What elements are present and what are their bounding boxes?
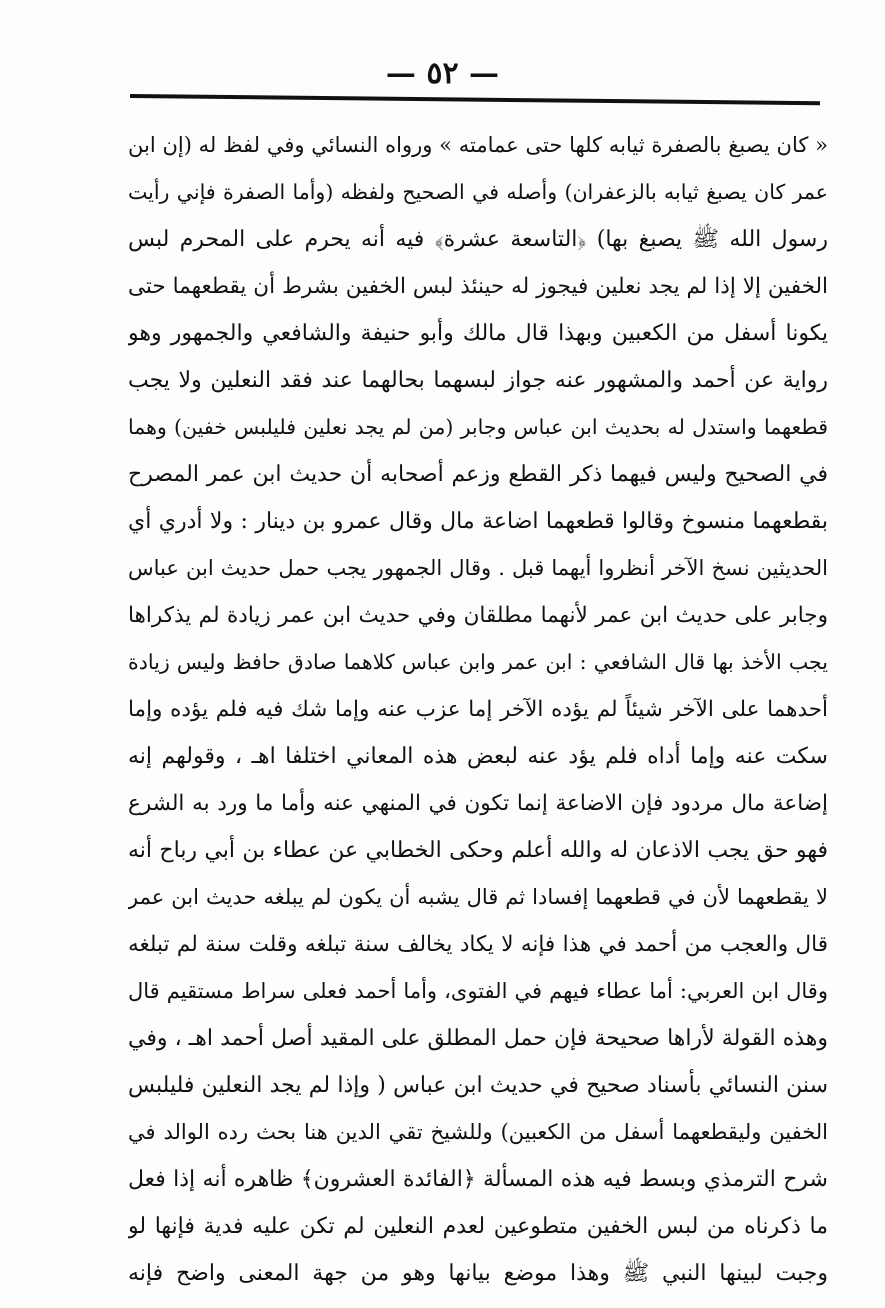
text-line: ما ذكرناه من لبس الخفين متطوعين لعدم النعلين لم تكن عليه فدية فإنها لو <box>128 1214 828 1239</box>
text-line: عمر كان يصبغ ثيابه بالزعفران) وأصله في الصحيح ولفظه (وأما الصفرة فإني رأيت <box>128 180 828 204</box>
text-line: « كان يصبغ بالصفرة ثيابه كلها حتى عمامته » ورواه النسائي وفي لفظ له (إن ابن <box>128 133 828 157</box>
header-rule <box>130 94 820 105</box>
text-line: بقطعهما منسوخ وقالوا قطعهما اضاعة مال وقال عمرو بن دينار : ولا أدري أي <box>128 509 828 534</box>
text-line: إضاعة مال مردود فإن الاضاعة إنما تكون في المنهي عنه وأما ما ورد به الشرع <box>128 791 828 816</box>
text-line: الحديثين نسخ الآخر أنظروا أيهما قبل . وقال الجمهور يجب حمل حديث ابن عباس <box>128 556 828 580</box>
text-line: الخفين وليقطعهما أسفل من الكعبين) وللشيخ تقي الدين هنا بحث رده الوالد في <box>128 1120 828 1144</box>
text-line: رسول الله ﷺ يصبغ بها) ﴿التاسعة عشرة﴾ فيه أنه يحرم على المحرم لبس <box>128 227 828 252</box>
text-line: رواية عن أحمد والمشهور عنه جواز لبسهما بحالهما عند فقد النعلين ولا يجب <box>128 368 828 393</box>
body-text <box>128 122 828 1297</box>
text-line: وجبت لبينها النبي ﷺ وهذا موضع بيانها وهو من جهة المعنى واضح فإنه <box>128 1261 828 1286</box>
text-line: شرح الترمذي وبسط فيه هذه المسألة ﴿الفائدة العشرون﴾ ظاهره أنه إذا فعل <box>128 1167 828 1192</box>
text-line: سنن النسائي بأسناد صحيح في حديث ابن عباس ( وإذا لم يجد النعلين فليلبس <box>128 1073 828 1098</box>
text-line: قال والعجب من أحمد في هذا فإنه لا يكاد يخالف سنة تبلغه وقلت سنة لم تبلغه <box>128 932 828 957</box>
text-line: يجب الأخذ بها قال الشافعي : ابن عمر وابن عباس كلاهما صادق حافظ وليس زيادة <box>128 650 828 674</box>
text-line: قطعهما واستدل له بحديث ابن عباس وجابر (من لم يجد نعلين فليلبس خفين) وهما <box>128 415 828 439</box>
text-line: سكت عنه وإما أداه فلم يؤد عنه لبعض هذه المعاني اختلفا اهـ ، وقولهم إنه <box>128 744 828 769</box>
text-line: الخفين إلا إذا لم يجد نعلين فيجوز له حينئذ لبس الخفين بشرط أن يقطعهما حتى <box>128 274 828 299</box>
text-line: يكونا أسفل من الكعبين وبهذا قال مالك وأبو حنيفة والشافعي والجمهور وهو <box>128 321 828 346</box>
text-line: وقال ابن العربي: أما عطاء فيهم في الفتوى، وأما أحمد فعلى سراط مستقيم قال <box>128 979 828 1003</box>
text-line: في الصحيح وليس فيهما ذكر القطع وزعم أصحابه أن حديث ابن عمر المصرح <box>128 462 828 487</box>
text-line: وجابر على حديث ابن عمر لأنهما مطلقان وفي حديث ابن عمر زيادة لم يذكراها <box>128 603 828 628</box>
text-line: أحدهما على الآخر شيئاً لم يؤده الآخر إما عزب عنه وإما شك فيه فلم يؤده وإما <box>128 697 828 722</box>
page-number: — ٥٢ — <box>385 56 500 91</box>
text-line: فهو حق يجب الاذعان له والله أعلم وحكى الخطابي عن عطاء بن أبي رباح أنه <box>128 838 828 863</box>
text-line: لا يقطعهما لأن في قطعهما إفسادا ثم قال يشبه أن يكون لم يبلغه حديث ابن عمر <box>128 885 828 909</box>
text-line: وهذه القولة لأراها صحيحة فإن حمل المطلق على المقيد أصل أحمد اهـ ، وفي <box>128 1026 828 1051</box>
